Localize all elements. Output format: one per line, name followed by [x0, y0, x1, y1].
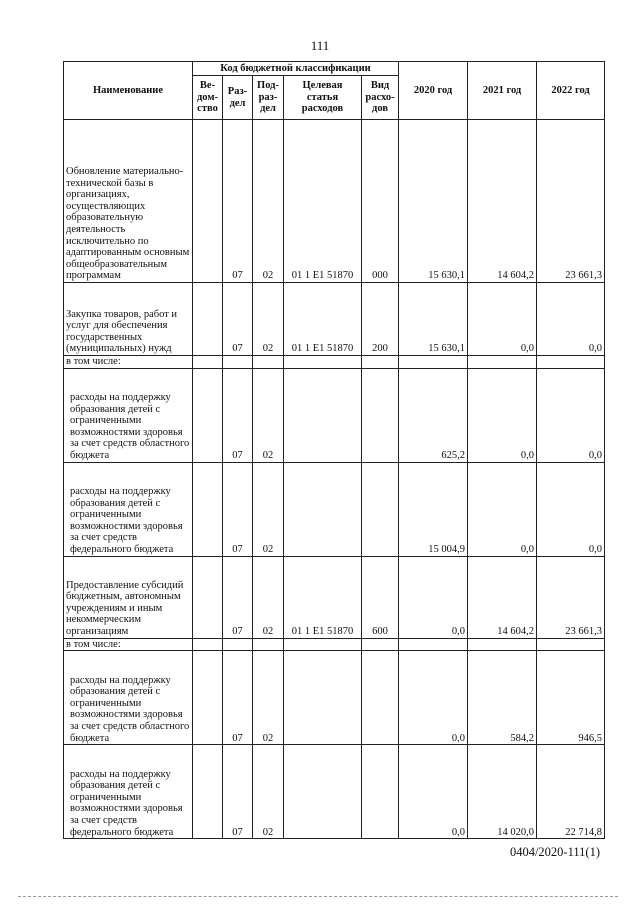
row-target — [284, 356, 362, 369]
row-value-2022: 0,0 — [537, 368, 605, 462]
row-vedomstvo — [193, 638, 223, 651]
row-name: в том числе: — [64, 638, 193, 651]
row-name: расходы на поддержку образования детей с ограниченными возможностями здоровья за счет средств федерального бюджета — [64, 462, 193, 556]
row-vedomstvo — [193, 651, 223, 745]
header-row-top — [64, 62, 605, 76]
row-value-2022: 22 714,8 — [537, 745, 605, 839]
row-vedomstvo — [193, 462, 223, 556]
row-razdel: 07 — [223, 462, 253, 556]
row-podrazdel: 02 — [253, 368, 284, 462]
row-value-2020 — [399, 638, 468, 651]
row-value-2022: 0,0 — [537, 462, 605, 556]
row-name: расходы на поддержку образования детей с ограниченными возможностями здоровья за счет средств областного бюджета — [64, 368, 193, 462]
row-razdel — [223, 638, 253, 651]
row-vid — [362, 638, 399, 651]
table-row — [64, 651, 605, 745]
table-row — [64, 120, 605, 283]
row-value-2022: 0,0 — [537, 283, 605, 356]
row-value-2021: 14 604,2 — [468, 556, 537, 638]
header-code-group: Код бюджетной классификации — [193, 62, 399, 76]
table-row — [64, 638, 605, 651]
row-value-2022: 946,5 — [537, 651, 605, 745]
row-podrazdel: 02 — [253, 651, 284, 745]
header-name: Наименование — [64, 62, 193, 120]
row-podrazdel: 02 — [253, 462, 284, 556]
row-vedomstvo — [193, 556, 223, 638]
row-vedomstvo — [193, 356, 223, 369]
row-name: расходы на поддержку образования детей с ограниченными возможностями здоровья за счет средств федерального бюджета — [64, 745, 193, 839]
row-target — [284, 745, 362, 839]
row-vid — [362, 368, 399, 462]
row-podrazdel: 02 — [253, 283, 284, 356]
row-value-2020 — [399, 356, 468, 369]
row-target — [284, 651, 362, 745]
row-vid — [362, 745, 399, 839]
row-razdel: 07 — [223, 556, 253, 638]
row-value-2020: 0,0 — [399, 651, 468, 745]
row-razdel — [223, 356, 253, 369]
row-value-2022 — [537, 356, 605, 369]
row-target — [284, 462, 362, 556]
row-target: 01 1 E1 51870 — [284, 120, 362, 283]
document-code: 0404/2020-111(1) — [509, 845, 600, 859]
page-number: 111 — [310, 38, 330, 53]
table-row — [64, 356, 605, 369]
row-value-2022 — [537, 638, 605, 651]
table-row — [64, 462, 605, 556]
row-value-2020: 15 630,1 — [399, 283, 468, 356]
table-row — [64, 556, 605, 638]
row-name: Обновление материально-технической базы в организациях, осуществляющих образовательную деятельность исключительно по адаптированным основным общеобразовательным программам — [64, 120, 193, 283]
row-podrazdel: 02 — [253, 120, 284, 283]
row-name: расходы на поддержку образования детей с ограниченными возможностями здоровья за счет средств областного бюджета — [64, 651, 193, 745]
header-year-2022: 2022 год — [537, 62, 605, 120]
row-target — [284, 368, 362, 462]
row-value-2020: 15 004,9 — [399, 462, 468, 556]
row-vedomstvo — [193, 745, 223, 839]
row-value-2020: 15 630,1 — [399, 120, 468, 283]
header-year-2021: 2021 год — [468, 62, 537, 120]
row-value-2021: 0,0 — [468, 368, 537, 462]
row-name: Предоставление субсидий бюджетным, автономным учреждениям и иным некоммерческим организациям — [64, 556, 193, 638]
row-target — [284, 638, 362, 651]
row-value-2020: 625,2 — [399, 368, 468, 462]
page-edge-divider — [18, 896, 618, 897]
row-podrazdel — [253, 638, 284, 651]
table-row — [64, 368, 605, 462]
header-target: Целевая статья расходов — [284, 76, 362, 120]
row-podrazdel: 02 — [253, 556, 284, 638]
header-year-2020: 2020 год — [399, 62, 468, 120]
header-razdel: Раз- дел — [223, 76, 253, 120]
row-value-2020: 0,0 — [399, 556, 468, 638]
header-vid: Вид расхо- дов — [362, 76, 399, 120]
row-vedomstvo — [193, 283, 223, 356]
row-podrazdel — [253, 356, 284, 369]
row-vid: 000 — [362, 120, 399, 283]
row-name: в том числе: — [64, 356, 193, 369]
row-value-2022: 23 661,3 — [537, 556, 605, 638]
row-value-2021 — [468, 638, 537, 651]
row-value-2021: 0,0 — [468, 462, 537, 556]
table-row — [64, 283, 605, 356]
row-vid — [362, 462, 399, 556]
row-value-2020: 0,0 — [399, 745, 468, 839]
row-value-2021 — [468, 356, 537, 369]
row-vid: 200 — [362, 283, 399, 356]
row-vid — [362, 356, 399, 369]
row-vid — [362, 651, 399, 745]
row-value-2021: 14 020,0 — [468, 745, 537, 839]
header-podrazdel: Под- раз- дел — [253, 76, 284, 120]
row-value-2022: 23 661,3 — [537, 120, 605, 283]
budget-table — [63, 61, 605, 839]
row-target: 01 1 E1 51870 — [284, 283, 362, 356]
row-name: Закупка товаров, работ и услуг для обеспечения государственных (муниципальных) нужд — [64, 283, 193, 356]
row-podrazdel: 02 — [253, 745, 284, 839]
row-razdel: 07 — [223, 283, 253, 356]
row-vedomstvo — [193, 368, 223, 462]
row-razdel: 07 — [223, 651, 253, 745]
row-value-2021: 0,0 — [468, 283, 537, 356]
row-vid: 600 — [362, 556, 399, 638]
row-value-2021: 14 604,2 — [468, 120, 537, 283]
row-razdel: 07 — [223, 368, 253, 462]
row-razdel: 07 — [223, 120, 253, 283]
row-value-2021: 584,2 — [468, 651, 537, 745]
row-vedomstvo — [193, 120, 223, 283]
row-razdel: 07 — [223, 745, 253, 839]
table-row — [64, 745, 605, 839]
header-vedomstvo: Ве- дом- ство — [193, 76, 223, 120]
row-target: 01 1 E1 51870 — [284, 556, 362, 638]
